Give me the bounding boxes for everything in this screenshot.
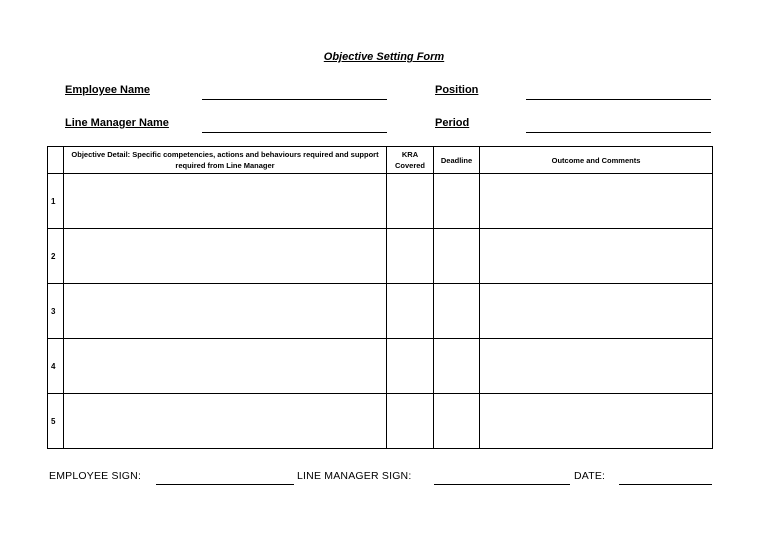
row-number: 5 — [48, 394, 64, 449]
objective-detail-cell[interactable] — [64, 284, 387, 339]
period-field[interactable] — [526, 132, 711, 133]
objectives-table — [47, 146, 713, 449]
outcome-comments-cell[interactable] — [480, 229, 713, 284]
position-label: Position — [435, 84, 479, 96]
deadline-cell[interactable] — [434, 229, 480, 284]
deadline-cell[interactable] — [434, 174, 480, 229]
row-number: 2 — [48, 229, 64, 284]
outcome-comments-cell[interactable] — [480, 174, 713, 229]
table-row — [48, 174, 713, 229]
deadline-cell[interactable] — [434, 284, 480, 339]
form-title: Objective Setting Form — [323, 51, 445, 63]
objective-detail-cell[interactable] — [64, 339, 387, 394]
table-row — [48, 339, 713, 394]
row-number: 4 — [48, 339, 64, 394]
objective-detail-cell[interactable] — [64, 229, 387, 284]
line-manager-sign-field[interactable] — [434, 484, 570, 485]
outcome-comments-cell[interactable] — [480, 284, 713, 339]
objective-detail-cell[interactable] — [64, 394, 387, 449]
header-objective-detail-text: Objective Detail: Specific competencies, actions and behaviours required and support required from Line Manager — [71, 150, 379, 170]
employee-sign-label: EMPLOYEE SIGN: — [49, 470, 142, 482]
table-row — [48, 394, 713, 449]
header-deadline: Deadline — [434, 147, 480, 174]
employee-name-field[interactable] — [202, 99, 387, 100]
table-row — [48, 284, 713, 339]
kra-covered-cell[interactable] — [387, 394, 434, 449]
line-manager-sign-label: LINE MANAGER SIGN: — [297, 470, 412, 482]
row-number: 1 — [48, 174, 64, 229]
header-outcome-comments: Outcome and Comments — [480, 147, 713, 174]
outcome-comments-cell[interactable] — [480, 394, 713, 449]
kra-covered-cell[interactable] — [387, 284, 434, 339]
employee-name-label: Employee Name — [65, 84, 150, 96]
objective-detail-cell[interactable] — [64, 174, 387, 229]
outcome-comments-cell[interactable] — [480, 339, 713, 394]
period-label: Period — [435, 117, 470, 129]
line-manager-name-field[interactable] — [202, 132, 387, 133]
row-number: 3 — [48, 284, 64, 339]
date-label: DATE: — [574, 470, 606, 482]
position-field[interactable] — [526, 99, 711, 100]
header-objective-detail — [64, 147, 387, 174]
deadline-cell[interactable] — [434, 339, 480, 394]
kra-covered-cell[interactable] — [387, 229, 434, 284]
header-kra-covered: KRA Covered — [387, 147, 434, 174]
line-manager-name-label: Line Manager Name — [65, 117, 169, 129]
table-header-row — [48, 147, 713, 174]
employee-sign-field[interactable] — [156, 484, 294, 485]
kra-covered-cell[interactable] — [387, 339, 434, 394]
date-field[interactable] — [619, 484, 712, 485]
kra-covered-cell[interactable] — [387, 174, 434, 229]
header-number — [48, 147, 64, 174]
deadline-cell[interactable] — [434, 394, 480, 449]
table-row — [48, 229, 713, 284]
